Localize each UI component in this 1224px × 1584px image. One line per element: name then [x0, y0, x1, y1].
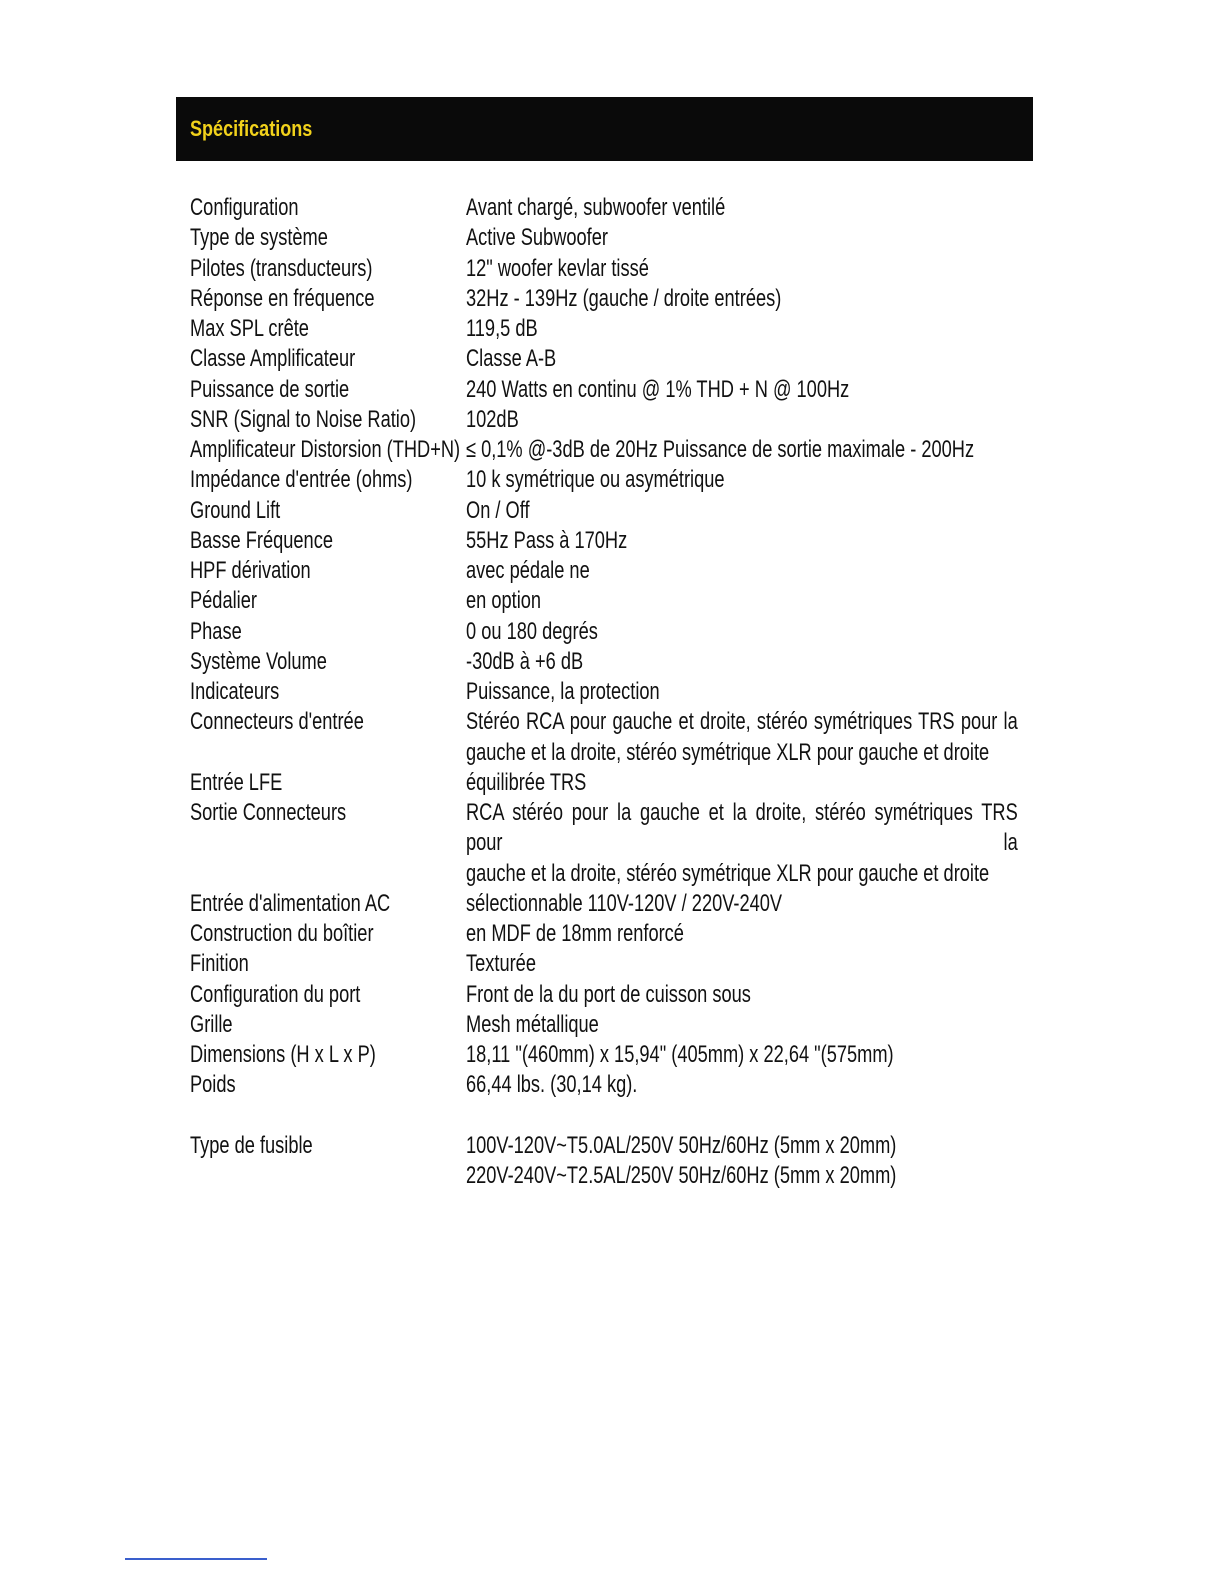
- spec-value: [466, 344, 1020, 374]
- spec-value-line: 100V-120V~T5.0AL/250V 50Hz/60Hz (5mm x 20mm): [466, 1131, 897, 1159]
- spec-label: [190, 284, 466, 314]
- spec-value: [466, 526, 1020, 556]
- spec-row: [190, 1131, 1020, 1192]
- spec-value-line: sélectionnable 110V-120V / 220V-240V: [466, 889, 783, 917]
- spec-label-text: Type de système: [190, 224, 328, 252]
- spec-value: [466, 1070, 1020, 1100]
- spec-value-line: Avant chargé, subwoofer ventilé: [466, 194, 726, 221]
- spec-value: [466, 435, 1135, 465]
- spec-value: [466, 375, 1020, 405]
- spec-label-text: HPF dérivation: [190, 557, 311, 584]
- spec-label: [190, 405, 466, 435]
- spec-value: [466, 1131, 1032, 1192]
- spec-label-text: Amplificateur Distorsion (THD+N): [190, 436, 461, 463]
- spec-value-line: 240 Watts en continu @ 1% THD + N @ 100Hz: [466, 375, 850, 403]
- spec-row: [190, 435, 1020, 465]
- spec-label: [190, 254, 466, 284]
- spec-label: [190, 647, 466, 677]
- spec-row: [190, 677, 1020, 707]
- spec-label: [190, 889, 466, 919]
- spec-label-text: Dimensions (H x L x P): [190, 1041, 376, 1068]
- spec-label: [190, 617, 466, 647]
- spec-value-line: Mesh métallique: [466, 1010, 599, 1038]
- spec-row: [190, 496, 1020, 526]
- spec-value: [466, 223, 1020, 253]
- spec-label: [190, 496, 466, 526]
- spec-value-line: avec pédale ne: [466, 557, 590, 584]
- spec-row: [190, 647, 1020, 677]
- spec-label: [190, 344, 466, 374]
- spec-value: [466, 465, 1020, 495]
- spec-value: [466, 889, 1020, 919]
- spec-label-text: Classe Amplificateur: [190, 345, 356, 373]
- spec-value: [466, 707, 1192, 768]
- spec-row: [190, 919, 1020, 949]
- spec-value: [466, 556, 1020, 586]
- spec-value: [466, 677, 1020, 707]
- specifications-table: [190, 193, 1020, 1191]
- section-header-bar: [176, 97, 1033, 161]
- spec-label: [190, 1040, 466, 1070]
- spec-row: [190, 949, 1020, 979]
- spec-row: [190, 526, 1020, 556]
- spec-value: [466, 496, 1020, 526]
- spec-value-line: équilibrée TRS: [466, 768, 587, 796]
- spec-label-text: Réponse en fréquence: [190, 284, 375, 312]
- spec-value-line: 18,11 "(460mm) x 15,94" (405mm) x 22,64 "(575mm): [466, 1041, 894, 1068]
- spec-value: [466, 980, 1020, 1010]
- spec-value-line: 55Hz Pass à 170Hz: [466, 526, 628, 554]
- spec-label-text: Phase: [190, 617, 242, 645]
- spec-label-text: Configuration: [190, 194, 299, 221]
- spec-value-line: Front de la du port de cuisson sous: [466, 980, 751, 1008]
- spec-value-line: gauche et la droite, stéréo symétrique XLR pour gauche et droite: [466, 859, 990, 887]
- spec-label-text: Basse Fréquence: [190, 526, 333, 554]
- spec-value-line: On / Off: [466, 496, 530, 524]
- spec-label-text: SNR (Signal to Noise Ratio): [190, 405, 417, 433]
- spec-label: [190, 707, 466, 737]
- spec-value-line: ≤ 0,1% @-3dB de 20Hz Puissance de sortie maximale - 200Hz: [466, 436, 975, 463]
- spec-label: [190, 677, 466, 707]
- spec-row: [190, 405, 1020, 435]
- spec-row: [190, 586, 1020, 616]
- spec-value-line: Puissance, la protection: [466, 678, 660, 705]
- spec-label: [190, 949, 466, 979]
- spec-label-text: Entrée d'alimentation AC: [190, 889, 391, 917]
- spec-label: [190, 435, 466, 465]
- spec-label-text: Configuration du port: [190, 980, 361, 1008]
- section-title: Spécifications: [190, 116, 313, 141]
- spec-value-line: gauche et la droite, stéréo symétrique XLR pour gauche et droite: [466, 738, 990, 766]
- spec-row: [190, 284, 1020, 314]
- spec-value: [466, 284, 1020, 314]
- spec-label-text: Pilotes (transducteurs): [190, 254, 373, 282]
- spec-row: [190, 617, 1020, 647]
- spec-label: [190, 980, 466, 1010]
- spec-value: [466, 919, 1020, 949]
- spec-row: [190, 223, 1020, 253]
- spec-row: [190, 254, 1020, 284]
- spec-label-text: Connecteurs d'entrée: [190, 708, 364, 736]
- spec-label-text: Impédance d'entrée (ohms): [190, 466, 413, 494]
- spec-label: [190, 556, 466, 586]
- spec-row: [190, 1040, 1020, 1070]
- spec-label: [190, 193, 466, 223]
- spec-value: [466, 768, 1020, 798]
- spec-value-line: Texturée: [466, 950, 536, 978]
- spec-value-line: en MDF de 18mm renforcé: [466, 920, 684, 947]
- spec-value-line: 119,5 dB: [466, 315, 538, 342]
- spec-label-text: Système Volume: [190, 647, 327, 675]
- spec-value: [466, 798, 1192, 889]
- spec-value-line: Stéréo RCA pour gauche et droite, stéréo symétriques TRS pour la: [466, 708, 1018, 736]
- spec-row: [190, 193, 1020, 223]
- spec-label: [190, 798, 466, 828]
- spec-value-line: 32Hz - 139Hz (gauche / droite entrées): [466, 284, 782, 312]
- spec-label: [190, 768, 466, 798]
- spec-value-line: RCA stéréo pour la gauche et la droite, stéréo symétriques TRS pour la: [466, 799, 1018, 857]
- spec-value: [466, 617, 1020, 647]
- spec-label: [190, 465, 466, 495]
- spec-label-text: Pédalier: [190, 587, 257, 615]
- spec-row: [190, 768, 1020, 798]
- spec-value-line: 220V-240V~T2.5AL/250V 50Hz/60Hz (5mm x 20mm): [466, 1162, 897, 1189]
- spec-label: [190, 1131, 466, 1161]
- spec-row: [190, 465, 1020, 495]
- spec-row: [190, 798, 1020, 889]
- spec-value: [466, 586, 1020, 616]
- spec-value: [466, 949, 1020, 979]
- spec-label-text: Construction du boîtier: [190, 920, 374, 947]
- spec-value-line: 12" woofer kevlar tissé: [466, 254, 649, 282]
- spec-row: [190, 1010, 1020, 1040]
- spec-row: [190, 375, 1020, 405]
- spec-value-line: Classe A-B: [466, 345, 557, 373]
- spec-value: [466, 193, 1020, 223]
- spec-label-text: Ground Lift: [190, 496, 281, 524]
- spec-label: [190, 526, 466, 556]
- spec-value: [466, 1010, 1020, 1040]
- spec-row: [190, 1070, 1020, 1100]
- spec-value-line: 0 ou 180 degrés: [466, 617, 598, 645]
- spec-row: [190, 556, 1020, 586]
- spec-label-text: Max SPL crête: [190, 315, 309, 342]
- spec-label: [190, 919, 466, 949]
- spec-value-line: -30dB à +6 dB: [466, 647, 584, 675]
- spec-row: [190, 344, 1020, 374]
- spec-row: [190, 889, 1020, 919]
- spec-label-text: Type de fusible: [190, 1131, 313, 1159]
- spec-label-text: Poids: [190, 1071, 236, 1099]
- spec-value-line: 66,44 lbs. (30,14 kg).: [466, 1071, 638, 1099]
- spec-row: [190, 980, 1020, 1010]
- spec-label-text: Sortie Connecteurs: [190, 799, 347, 826]
- spec-value: [466, 405, 1020, 435]
- spec-value-line: 10 k symétrique ou asymétrique: [466, 466, 725, 494]
- spec-value: [466, 314, 1020, 344]
- spec-label-text: Finition: [190, 950, 249, 978]
- spec-row: [190, 707, 1020, 768]
- spec-label-text: Grille: [190, 1010, 233, 1038]
- spec-label-text: Puissance de sortie: [190, 375, 350, 403]
- spec-value: [466, 1040, 1029, 1070]
- spec-label: [190, 1070, 466, 1100]
- spec-value: [466, 647, 1020, 677]
- spec-label: [190, 314, 466, 344]
- spec-row: [190, 314, 1020, 344]
- spec-spacer: [190, 1101, 1020, 1131]
- spec-label: [190, 375, 466, 405]
- spec-value-line: Active Subwoofer: [466, 224, 608, 252]
- spec-value: [466, 254, 1020, 284]
- spec-value-line: en option: [466, 587, 542, 615]
- spec-value-line: 102dB: [466, 405, 519, 433]
- spec-label-text: Entrée LFE: [190, 768, 283, 796]
- spec-label: [190, 1010, 466, 1040]
- spec-label: [190, 223, 466, 253]
- footer-link-underline: [125, 1558, 267, 1560]
- spec-label: [190, 586, 466, 616]
- spec-label-text: Indicateurs: [190, 678, 280, 705]
